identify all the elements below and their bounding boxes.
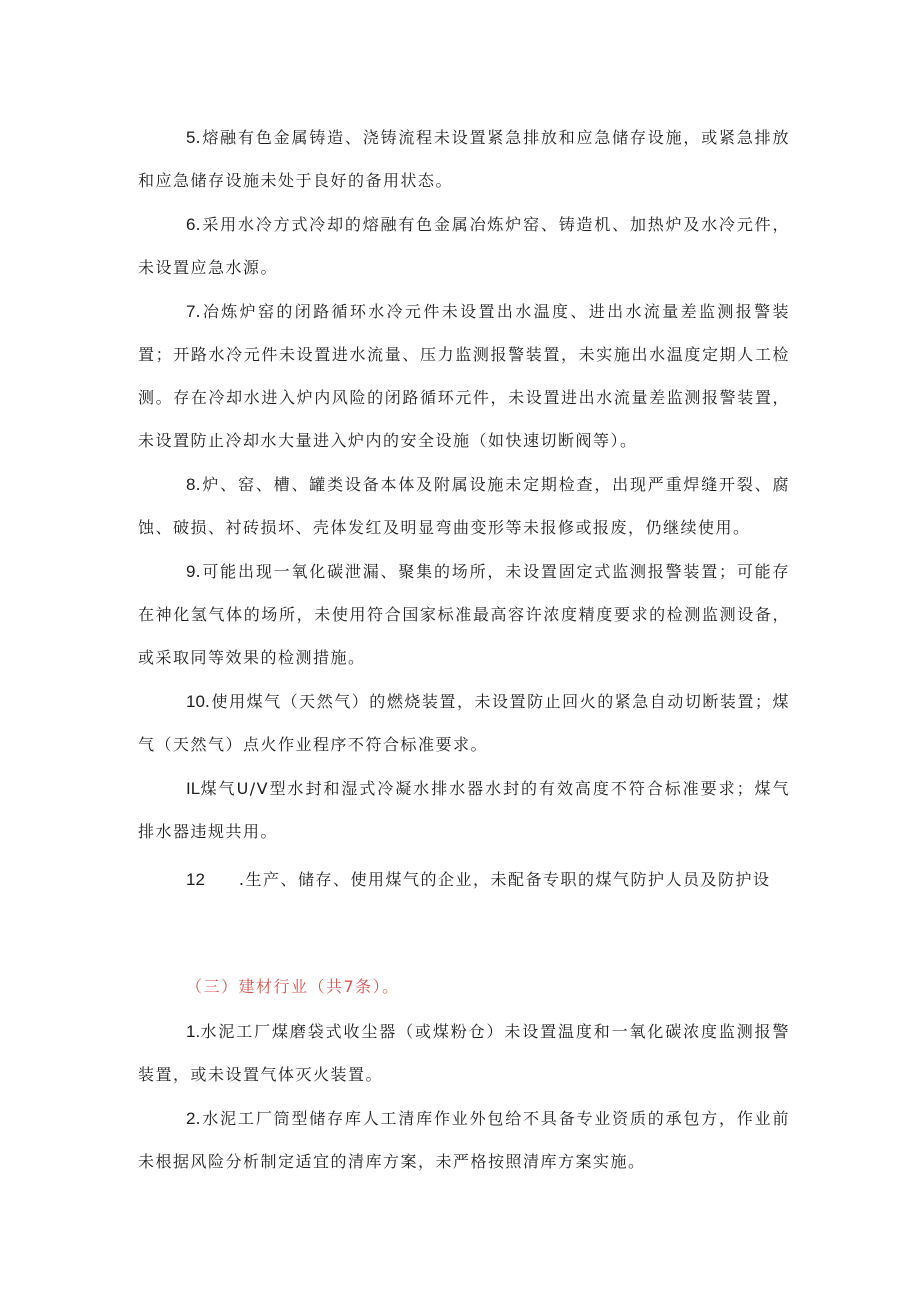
section-item-1 (138, 1010, 790, 1096)
item-7 (138, 290, 790, 462)
section-item-1-number: 1. (186, 1022, 201, 1041)
section-heading (138, 965, 790, 1008)
item-6 (138, 203, 790, 289)
item-11-text: 煤气U/V型水封和湿式冷凝水排水器水封的有效高度不符合标准要求；煤气排水器违规共用。 (138, 779, 790, 841)
item-8-number: 8 (186, 475, 196, 494)
item-5 (138, 116, 790, 202)
section-item-1-text: 水泥工厂煤磨袋式收尘器（或煤粉仓）未设置温度和一氧化碳浓度监测报警装置，或未设置气体灭火装置。 (138, 1022, 790, 1084)
item-10-text: .使用煤气（天然气）的燃烧装置，未设置防止回火的紧急自动切断装置；煤气（天然气）点火作业程序不符合标准要求。 (138, 692, 790, 754)
item-11-number: IL (186, 779, 201, 798)
item-7-number: 7 (186, 302, 196, 321)
section-heading-text: （三）建材行业（共7条）。 (186, 977, 400, 996)
item-5-text: .熔融有色金属铸造、浇铸流程未设置紧急排放和应急储存设施，或紧急排放和应急储存设施未处于良好的备用状态。 (138, 128, 790, 190)
item-12-number: 12 (186, 870, 205, 889)
item-10 (138, 680, 790, 766)
item-11 (138, 767, 790, 853)
item-6-number: 6 (186, 215, 196, 234)
item-6-text: .采用水冷方式冷却的熔融有色金属冶炼炉窑、铸造机、加热炉及水冷元件，未设置应急水源。 (138, 215, 790, 277)
section-item-2-text: .水泥工厂筒型储存库人工清库作业外包给不具备专业资质的承包方，作业前未根据风险分析制定适宜的清库方案，未严格按照清库方案实施。 (138, 1109, 790, 1171)
item-8 (138, 463, 790, 549)
item-9-number: 9 (186, 562, 196, 581)
item-8-text: .炉、窑、槽、罐类设备本体及附属设施未定期检查，出现严重焊缝开裂、腐蚀、破损、衬砖损坏、壳体发红及明显弯曲变形等未报修或报废，仍继续使用。 (138, 475, 790, 537)
item-12 (138, 858, 790, 901)
item-5-number: 5 (186, 128, 196, 147)
item-12-text: .生产、储存、使用煤气的企业，未配备专职的煤气防护人员及防护设 (238, 870, 771, 889)
item-9 (138, 550, 790, 679)
section-item-2 (138, 1097, 790, 1183)
section-item-2-number: 2 (186, 1109, 196, 1128)
item-9-text: .可能出现一氧化碳泄漏、聚集的场所，未设置固定式监测报警装置；可能存在神化氢气体的场所，未使用符合国家标准最高容许浓度精度要求的检测监测设备，或采取同等效果的检测措施。 (138, 562, 790, 667)
item-10-number: 10 (186, 692, 205, 711)
item-7-text: .冶炼炉窑的闭路循环水冷元件未设置出水温度、进出水流量差监测报警装置；开路水冷元件未设置进水流量、压力监测报警装置，未实施出水温度定期人工检测。存在冷却水进入炉内风险的闭路循环元件，未设置进出水流量差监测报警装置，未设置防止冷却水大量进入炉内的安全设施（如快速切断阀等）。 (138, 302, 790, 450)
